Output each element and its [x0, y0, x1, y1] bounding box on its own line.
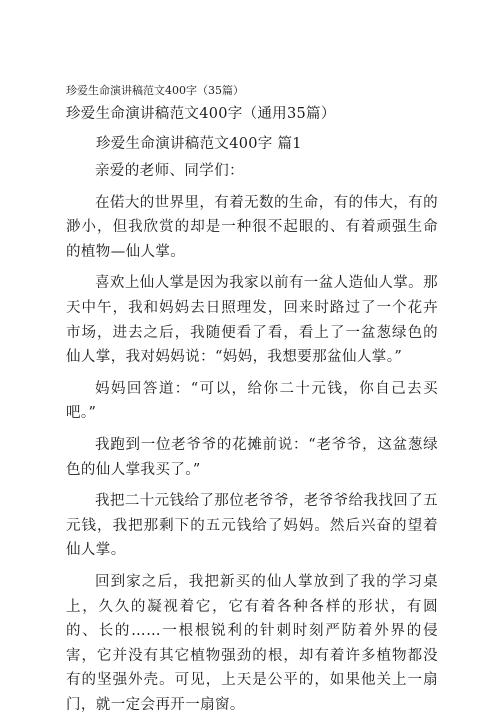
header-line: 珍爱生命演讲稿范文400字（35篇）	[66, 84, 244, 97]
paragraph: 我跑到一位老爷爷的花摊前说：“老爷爷，这盆葱绿色的仙人掌我买了。”	[66, 436, 438, 478]
paragraph: 我把二十元钱给了那位老爷爷，老爷爷给我找回了五元钱，我把那剩下的五元钱给了妈妈。然后兴奋的望着仙人掌。	[66, 493, 438, 559]
document-title: 珍爱生命演讲稿范文400字（通用35篇）	[66, 106, 336, 122]
document-body	[66, 159, 438, 724]
paragraph: 妈妈回答道：“可以，给你二十元钱，你自己去买吧。”	[66, 380, 438, 422]
paragraph-greeting: 亲爱的老师、同学们：	[95, 163, 244, 179]
section-subtitle: 珍爱生命演讲稿范文400字 篇1	[96, 136, 302, 152]
paragraph: 回到家之后，我把新买的仙人掌放到了我的学习桌上，久久的凝视着它，它有着各种各样的形状，有圆的、长的……一根根锐利的针刺时刻严防着外界的侵害，它并没有其它植物强劲的根，却有着许多植物都没有的坚强外壳。可见，上天是公平的，如果他关上一扇门，就一定会再开一扇窗。	[66, 573, 438, 713]
paragraph: 喜欢上仙人掌是因为我家以前有一盆人造仙人掌。那天中午，我和妈妈去日照理发，回来时路过了一个花卉市场，进去之后，我随便看了看，看上了一盆葱绿色的仙人掌，我对妈妈说：“妈妈，我想要那盆仙人掌。”	[66, 275, 438, 366]
paragraph: 在偌大的世界里，有着无数的生命，有的伟大，有的渺小，但我欣赏的却是一种很不起眼的、有着顽强生命的植物—仙人掌。	[66, 194, 438, 260]
